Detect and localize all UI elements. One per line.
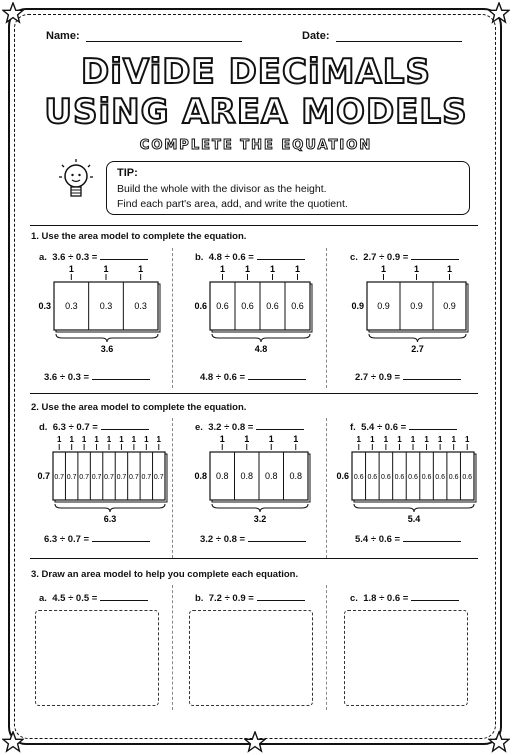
top-unit-label: 1 [446, 264, 453, 274]
top-unit-label: 1 [370, 435, 375, 444]
tip-box [106, 161, 470, 215]
area-model-cell-label: 0.3 [134, 301, 147, 311]
area-model-cell-label: 0.6 [421, 474, 432, 481]
total-brace [212, 334, 310, 342]
total-label: 5.4 [407, 514, 421, 524]
area-model-cell-label: 0.7 [141, 474, 152, 481]
area-model-cell-label: 0.6 [291, 301, 304, 311]
area-model-cell-label: 0.7 [66, 474, 77, 481]
drawing-area-3b[interactable] [189, 610, 313, 706]
answer-blank[interactable] [257, 251, 305, 260]
answer-blank[interactable] [248, 371, 306, 380]
top-unit-label: 1 [268, 434, 274, 444]
total-brace [212, 504, 308, 512]
answer-blank[interactable] [403, 371, 461, 380]
area-model-cell-label: 0.7 [153, 474, 164, 481]
area-model-cell-label: 0.6 [367, 474, 378, 481]
top-unit-label: 1 [103, 264, 109, 274]
star-icon [244, 731, 266, 753]
area-model-cell-label: 0.3 [99, 301, 113, 311]
tip-title: TIP: [117, 167, 138, 179]
section-3-title: 3. Draw an area model to help you complete each equation. [31, 569, 299, 580]
area-model-cell-label: 0.6 [381, 474, 391, 481]
name-field[interactable] [86, 41, 242, 42]
area-model-cell-label: 0.6 [353, 474, 364, 481]
drawing-area-3a[interactable] [35, 610, 159, 706]
problem-c-equation: c. 2.7 ÷ 0.9 = [350, 251, 459, 263]
star-icon [2, 731, 24, 753]
problem-3c-equation: c. 1.8 ÷ 0.6 = [350, 592, 459, 604]
answer-blank[interactable] [256, 421, 304, 430]
top-unit-label: 1 [144, 435, 149, 444]
section-divider [30, 393, 478, 394]
answer-blank[interactable] [403, 533, 461, 542]
area-model-cell-label: 0.9 [410, 301, 423, 311]
answer-b: 4.8 ÷ 0.6 = [200, 371, 306, 383]
date-field[interactable] [336, 41, 462, 42]
problem-d-equation: d. 6.3 ÷ 0.7 = [39, 421, 149, 433]
answer-blank[interactable] [92, 371, 150, 380]
total-label: 3.2 [253, 514, 267, 524]
tip-line-1: Build the whole with the divisor as the height. [117, 183, 327, 195]
area-model-cell-label: 0.7 [116, 474, 127, 481]
area-model-cell-label: 0.7 [54, 474, 65, 481]
area-model-cell-label: 0.6 [216, 301, 229, 311]
answer-blank[interactable] [92, 533, 150, 542]
title-line-1: DiViDE DECiMALS [81, 52, 431, 92]
column-divider [172, 585, 173, 710]
answer-blank[interactable] [409, 421, 457, 430]
page-subtitle: COMPLETE THE EQUATION [139, 138, 373, 153]
area-model-cell-label: 0.8 [264, 471, 278, 481]
area-model-f [330, 432, 478, 528]
answer-blank[interactable] [411, 592, 459, 601]
area-model-cell-label: 0.6 [408, 474, 418, 481]
top-unit-label: 1 [380, 264, 387, 274]
date-label: Date: [302, 30, 330, 42]
area-model-cell-label: 0.7 [91, 474, 102, 481]
top-unit-label: 1 [464, 435, 470, 444]
top-unit-label: 1 [413, 264, 420, 274]
column-divider [326, 585, 327, 710]
problem-b-equation: b. 4.8 ÷ 0.6 = [195, 251, 305, 263]
answer-d: 6.3 ÷ 0.7 = [44, 533, 150, 545]
problem-3b-equation: b. 7.2 ÷ 0.9 = [195, 592, 305, 604]
area-model-a [32, 262, 162, 358]
answer-blank[interactable] [101, 421, 149, 430]
section-2-title: 2. Use the area model to complete the equation. [31, 402, 247, 413]
star-icon [488, 2, 510, 24]
total-label: 6.3 [103, 514, 117, 524]
tip-line-2: Find each part's area, add, and write the quotient. [117, 198, 348, 210]
area-model-d [31, 432, 169, 528]
answer-blank[interactable] [257, 592, 305, 601]
area-model-cell-label: 0.7 [104, 474, 114, 481]
lightbulb-icon [56, 156, 96, 210]
top-unit-label: 1 [138, 264, 144, 274]
top-unit-label: 1 [383, 435, 389, 444]
total-brace [56, 334, 158, 342]
top-unit-label: 1 [106, 435, 112, 444]
area-model-cell-label: 0.7 [79, 474, 89, 481]
height-label: 0.6 [336, 471, 349, 481]
top-unit-label: 1 [294, 264, 301, 274]
answer-blank[interactable] [100, 251, 148, 260]
total-brace [55, 504, 165, 512]
area-model-cell-label: 0.6 [435, 474, 445, 481]
height-label: 0.8 [194, 471, 207, 481]
answer-blank[interactable] [100, 592, 148, 601]
height-label: 0.7 [37, 471, 50, 481]
area-model-cell-label: 0.9 [377, 301, 390, 311]
total-label: 4.8 [254, 344, 268, 354]
drawing-area-3c[interactable] [344, 610, 468, 706]
problem-e-equation: e. 3.2 ÷ 0.8 = [195, 421, 304, 433]
area-model-cell-label: 0.3 [65, 301, 78, 311]
answer-a: 3.6 ÷ 0.3 = [44, 371, 150, 383]
top-unit-label: 1 [94, 435, 99, 444]
top-unit-label: 1 [356, 435, 362, 444]
area-model-cell-label: 0.7 [129, 474, 139, 481]
area-model-cell-label: 0.6 [462, 474, 473, 481]
answer-f: 5.4 ÷ 0.6 = [355, 533, 461, 545]
title-line-2: USiNG AREA MODELS [44, 92, 468, 132]
star-icon [2, 2, 24, 24]
problem-3a-equation: a. 4.5 ÷ 0.5 = [39, 592, 148, 604]
top-unit-label: 1 [219, 264, 226, 274]
total-brace [354, 504, 474, 512]
top-unit-label: 1 [68, 264, 74, 274]
top-unit-label: 1 [244, 434, 250, 444]
name-label: Name: [46, 30, 80, 42]
top-unit-label: 1 [437, 435, 443, 444]
answer-e: 3.2 ÷ 0.8 = [200, 533, 306, 545]
column-divider [326, 418, 327, 558]
top-unit-label: 1 [424, 435, 429, 444]
area-model-cell-label: 0.6 [448, 474, 459, 481]
area-model-cell-label: 0.8 [240, 471, 254, 481]
area-model-cell-label: 0.9 [443, 301, 456, 311]
top-unit-label: 1 [293, 434, 299, 444]
top-unit-label: 1 [156, 435, 162, 444]
column-divider [326, 248, 327, 388]
answer-c: 2.7 ÷ 0.9 = [355, 371, 461, 383]
top-unit-label: 1 [69, 435, 74, 444]
top-unit-label: 1 [81, 435, 87, 444]
top-unit-label: 1 [219, 434, 225, 444]
area-model-c [345, 262, 470, 358]
top-unit-label: 1 [131, 435, 137, 444]
total-brace [369, 334, 466, 342]
height-label: 0.9 [351, 301, 364, 311]
answer-blank[interactable] [411, 251, 459, 260]
top-unit-label: 1 [119, 435, 124, 444]
area-model-cell-label: 0.6 [241, 301, 254, 311]
total-label: 3.6 [100, 344, 114, 354]
column-divider [172, 248, 173, 388]
top-unit-label: 1 [244, 264, 251, 274]
total-label: 2.7 [411, 344, 424, 354]
section-divider [30, 558, 478, 559]
area-model-cell-label: 0.8 [289, 471, 303, 481]
problem-a-equation: a. 3.6 ÷ 0.3 = [39, 251, 148, 263]
answer-blank[interactable] [248, 533, 306, 542]
star-icon [488, 731, 510, 753]
area-model-cell-label: 0.6 [394, 474, 405, 481]
top-unit-label: 1 [269, 264, 276, 274]
area-model-e [188, 432, 312, 528]
area-model-cell-label: 0.8 [215, 471, 229, 481]
area-model-cell-label: 0.6 [266, 301, 279, 311]
problem-f-equation: f. 5.4 ÷ 0.6 = [350, 421, 457, 433]
top-unit-label: 1 [397, 435, 402, 444]
height-label: 0.6 [194, 301, 207, 311]
top-unit-label: 1 [56, 435, 62, 444]
section-divider [30, 225, 478, 226]
area-model-b [188, 262, 314, 358]
top-unit-label: 1 [451, 435, 456, 444]
top-unit-label: 1 [410, 435, 416, 444]
column-divider [172, 418, 173, 558]
height-label: 0.3 [38, 301, 51, 311]
section-1-title: 1. Use the area model to complete the equation. [31, 231, 247, 242]
